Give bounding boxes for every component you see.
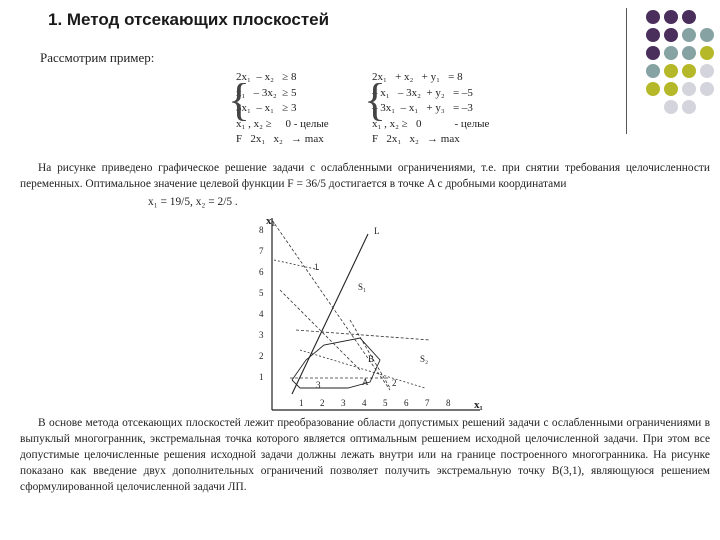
graph (240, 210, 490, 420)
brace-icon: { (228, 74, 251, 125)
decor-dot (682, 100, 696, 114)
objective-row: F 2x₁ x₂ → max (236, 133, 324, 145)
decor-dot (646, 10, 660, 24)
system-left (228, 70, 329, 148)
decor-dot (682, 10, 696, 24)
objective-line (292, 234, 368, 394)
decor-dot (646, 82, 660, 96)
decor-dot (682, 82, 696, 96)
decor-dot (700, 46, 714, 60)
paragraph-method: В основе метода отсекающих плоскостей лежит преобразование области допустимых решений задачи с ослабленными ограничениями в выпуклый многогранник, экстремальная точка которого является оптимальным решением исходной целочисленной задачи. При этом все допустимые целочисленные решения исходной задачи должны лежать внутри или на границе построенного многогранника. На рисунке показано как введение двух дополнительных ограничений позволяет получить экстремальную точку B(3,1), являющуюся решением сформулированной целочисленной задачи ЛП. (20, 417, 710, 493)
decor-dot (682, 28, 696, 42)
decor-dot (682, 64, 696, 78)
y-tick: 5 (259, 288, 264, 298)
equation-row: 2x₁ + x₂ + y₁ = 8 (372, 71, 463, 83)
coordinates-text: x₁ = 19/5, x₂ = 2/5 . (148, 196, 238, 208)
constraint-line (280, 290, 360, 370)
equation-row: x₁ , x₂ ≥ 0 - целые (372, 117, 490, 130)
label-3: 3 (316, 380, 321, 390)
label-2: 2 (392, 378, 397, 388)
objective-row: F 2x₁ x₂ → max (372, 133, 460, 145)
decor-dot (646, 28, 660, 42)
label-A: A (362, 377, 369, 387)
decor-dot (646, 64, 660, 78)
decor-dot (664, 100, 678, 114)
decor-dot (664, 46, 678, 60)
slide-title: 1. Метод отсекающих плоскостей (48, 10, 330, 29)
equation-row: 3x₁ – x₁ ≥ 3 (236, 102, 297, 114)
label-L: L (374, 226, 380, 236)
intro-text: Рассмотрим пример: (40, 50, 155, 65)
equation-row: – 3x₁ – x₁ + y₃ = –3 (372, 102, 473, 114)
label-B: B (368, 354, 375, 364)
x-tick: 7 (425, 398, 430, 408)
x-tick: 6 (404, 398, 409, 408)
equation-row: x₁ – 3x₂ ≥ 5 (236, 86, 297, 99)
decor-dot (646, 46, 660, 60)
y-tick: 3 (259, 330, 264, 340)
y-tick: 8 (259, 225, 264, 235)
y-tick: 7 (259, 246, 264, 256)
decor-dot (700, 28, 714, 42)
y-axis-label: x₂ (266, 215, 275, 227)
y-tick: 2 (259, 351, 264, 361)
x-tick: 5 (383, 398, 388, 408)
x-tick: 3 (341, 398, 346, 408)
system-right (364, 70, 490, 148)
decor-dot (700, 64, 714, 78)
decor-dot (682, 46, 696, 60)
label-S1: S₁ (358, 282, 367, 292)
x-tick: 8 (446, 398, 451, 408)
x-axis-label: x₁ (474, 399, 483, 411)
brace-icon: { (364, 74, 387, 125)
x-tick: 1 (299, 398, 304, 408)
equation-row: – x₁ – 3x₂ + y₂ = –5 (372, 86, 473, 99)
decor-dot (664, 82, 678, 96)
x-tick: 2 (320, 398, 325, 408)
label-1: 1 (314, 262, 319, 272)
decor-divider (626, 8, 627, 134)
decor-dot (700, 82, 714, 96)
decor-dot (664, 28, 678, 42)
y-tick: 4 (259, 309, 264, 319)
x-tick: 4 (362, 398, 367, 408)
equation-row: x₁ , x₂ ≥ 0 - целые (236, 117, 329, 130)
paragraph-graph: На рисунке приведено графическое решение задачи с ослабленными ограничениями, т.е. при снятии требования целочисленности переменных. Оптимальное значение целевой функции F = 36/5 достигается в точке A с дробными координатами (20, 162, 710, 190)
decor-dot (664, 64, 678, 78)
equation-row: 2x₁ – x₂ ≥ 8 (236, 71, 297, 83)
y-tick: 1 (259, 372, 264, 382)
constraint-line (296, 330, 430, 340)
y-tick: 6 (259, 267, 264, 277)
decor-dot (664, 10, 678, 24)
label-S2: S₂ (420, 354, 429, 364)
constraint-line (272, 220, 390, 390)
